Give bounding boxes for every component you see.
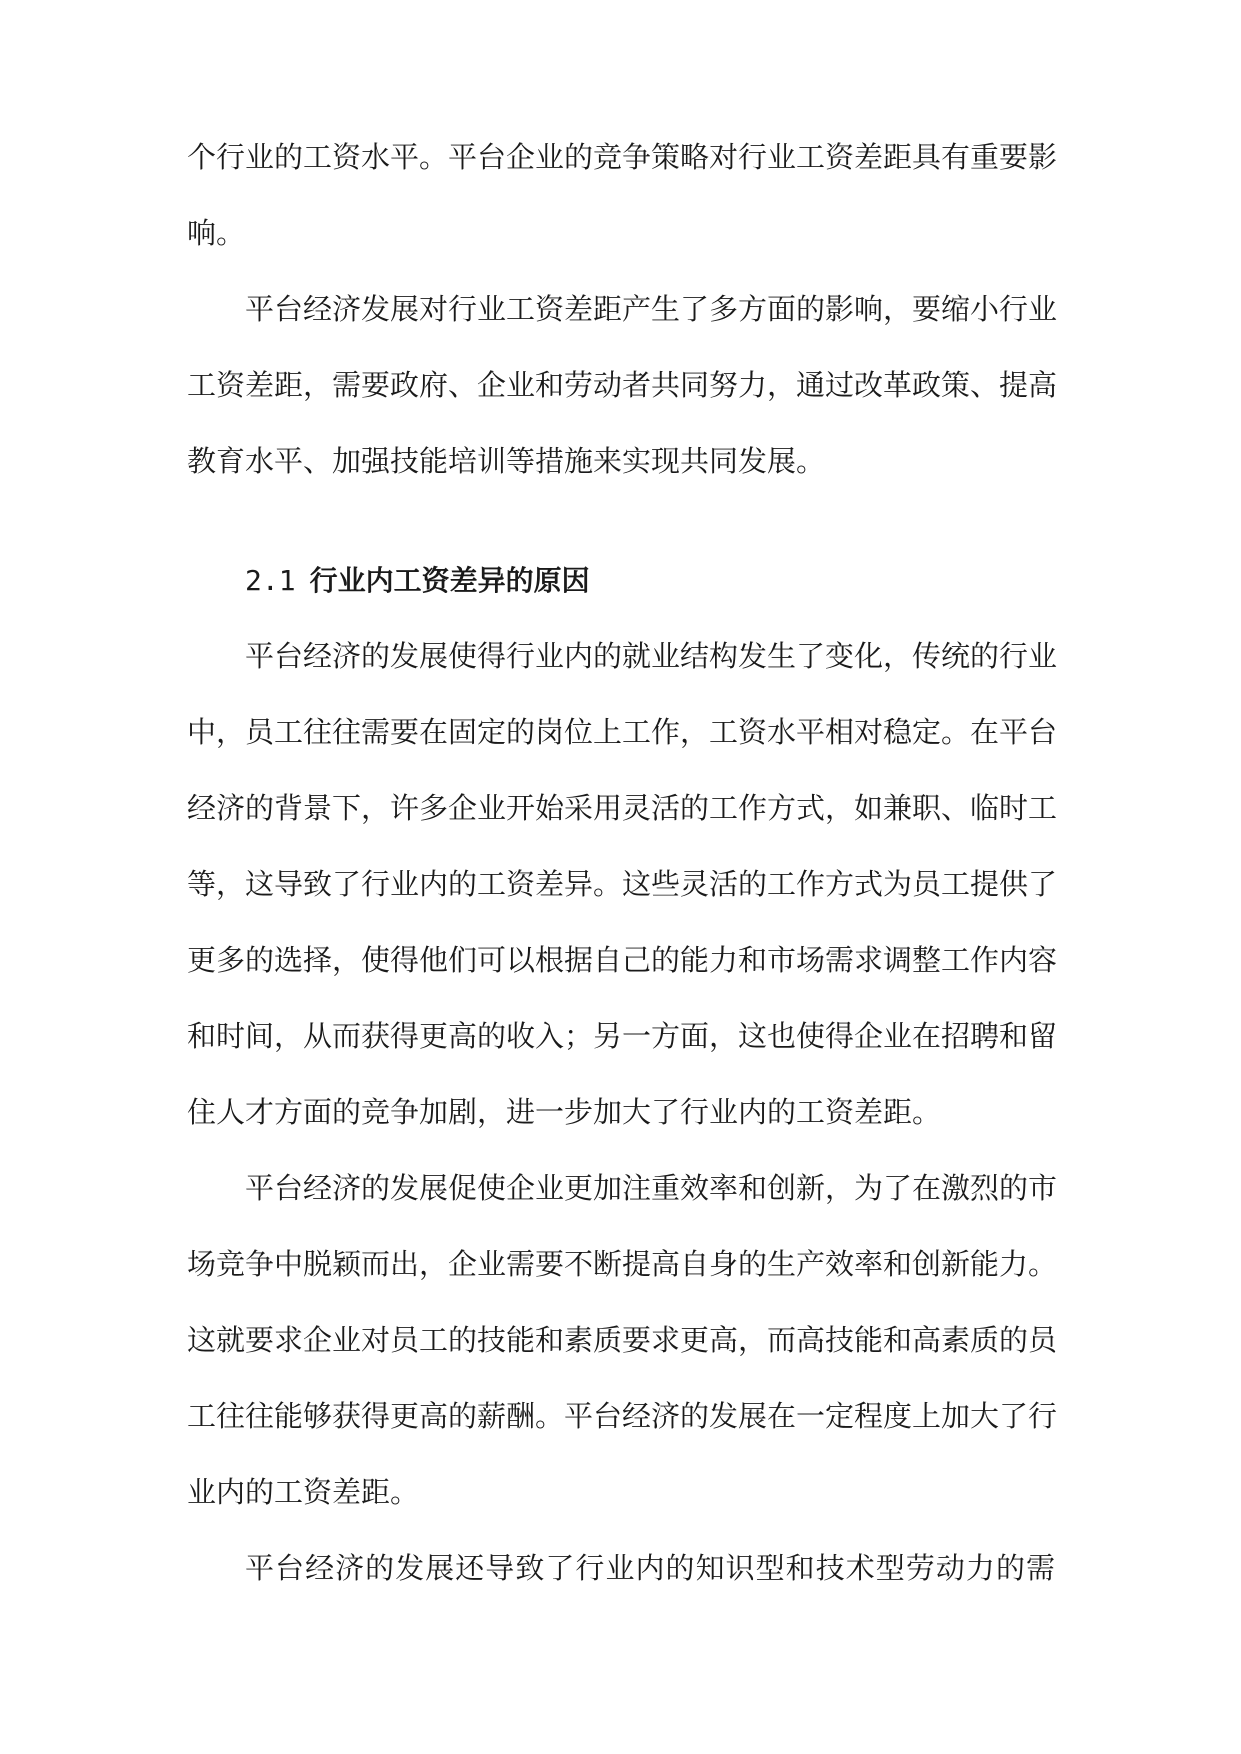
paragraph-3-line-2: 中，员工往往需要在固定的岗位上工作，工资水平相对稳定。在平台 <box>187 715 1058 749</box>
paragraph-3-line-6: 和时间，从而获得更高的收入；另一方面，这也使得企业在招聘和留 <box>187 1019 1058 1053</box>
paragraph-2-line-2: 工资差距，需要政府、企业和劳动者共同努力，通过改革政策、提高 <box>187 368 1058 402</box>
paragraph-4-line-1: 平台经济的发展促使企业更加注重效率和创新，为了在激烈的市 <box>245 1171 1058 1205</box>
paragraph-2-line-1: 平台经济发展对行业工资差距产生了多方面的影响，要缩小行业 <box>245 292 1058 326</box>
paragraph-2-line-3: 教育水平、加强技能培训等措施来实现共同发展。 <box>187 444 826 478</box>
paragraph-4-line-2: 场竞争中脱颖而出，企业需要不断提高自身的生产效率和创新能力。 <box>187 1247 1058 1281</box>
paragraph-3-line-1: 平台经济的发展使得行业内的就业结构发生了变化，传统的行业 <box>245 639 1058 673</box>
paragraph-4-line-3: 这就要求企业对员工的技能和素质要求更高，而高技能和高素质的员 <box>187 1323 1058 1357</box>
section-title: 行业内工资差异的原因 <box>309 564 590 597</box>
paragraph-4-line-4: 工往往能够获得更高的薪酬。平台经济的发展在一定程度上加大了行 <box>187 1399 1058 1433</box>
section-number: 2.1 <box>245 564 296 597</box>
paragraph-5-line-1: 平台经济的发展还导致了行业内的知识型和技术型劳动力的需 <box>245 1551 1055 1585</box>
paragraph-3-line-5: 更多的选择，使得他们可以根据自己的能力和市场需求调整工作内容 <box>187 943 1058 977</box>
paragraph-3-line-4: 等，这导致了行业内的工资差异。这些灵活的工作方式为员工提供了 <box>187 867 1058 901</box>
paragraph-4-line-5: 业内的工资差距。 <box>187 1475 420 1509</box>
section-heading <box>245 561 590 601</box>
paragraph-3-line-7: 住人才方面的竞争加剧，进一步加大了行业内的工资差距。 <box>187 1095 942 1129</box>
paragraph-1-line-2: 响。 <box>187 216 246 250</box>
paragraph-1-line-1: 个行业的工资水平。平台企业的竞争策略对行业工资差距具有重要影 <box>187 140 1058 174</box>
paragraph-3-line-3: 经济的背景下，许多企业开始采用灵活的工作方式，如兼职、临时工 <box>187 791 1058 825</box>
